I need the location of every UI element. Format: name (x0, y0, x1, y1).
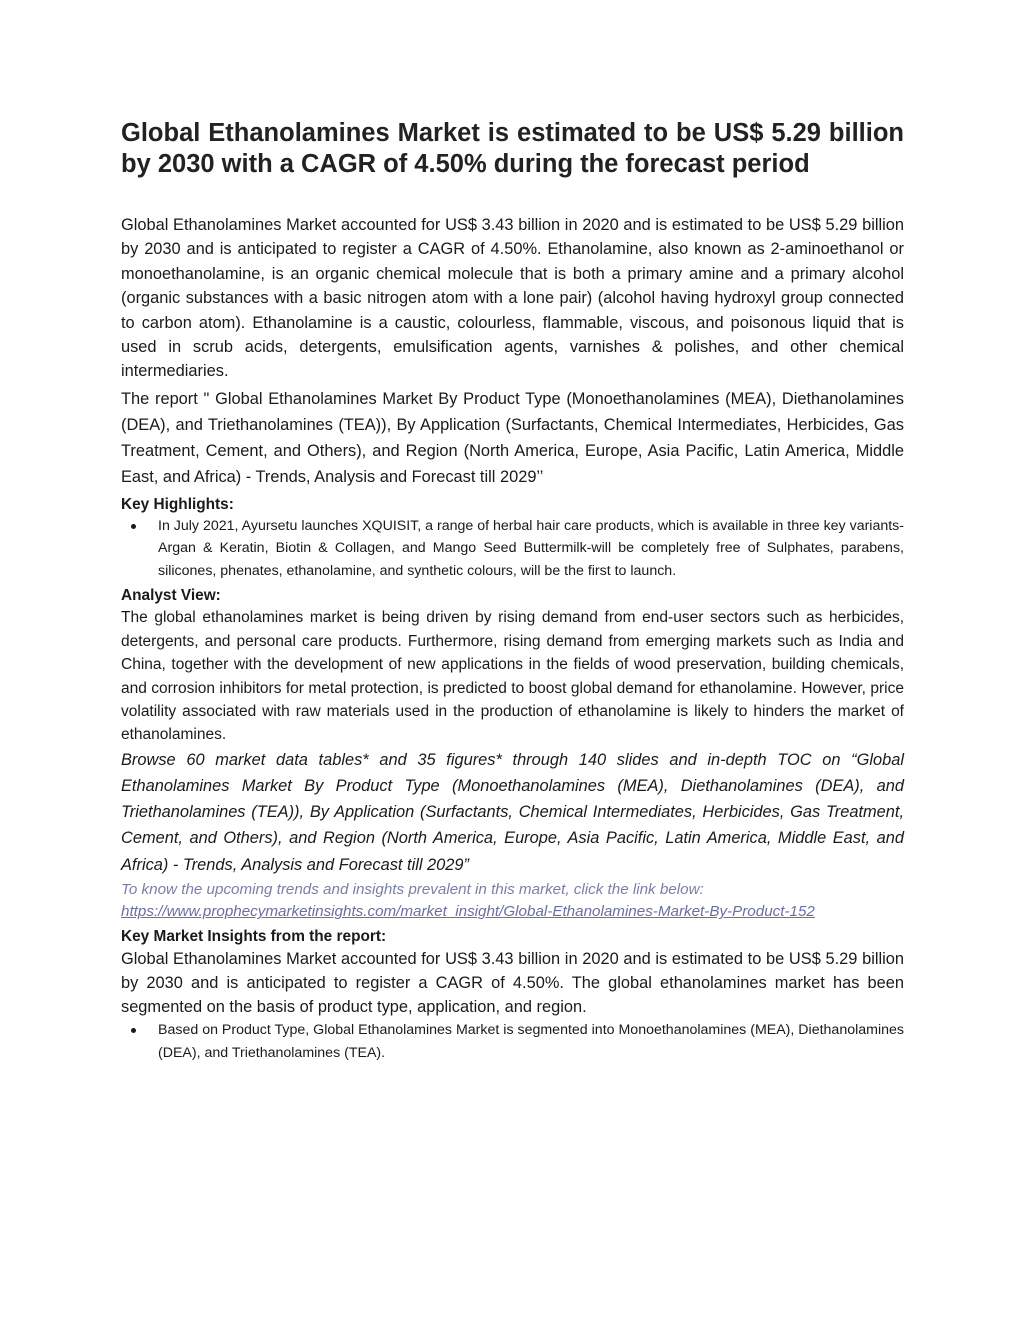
report-link[interactable]: https://www.prophecymarketinsights.com/market_insight/Global-Ethanolamines-Market-By-Product-152 (121, 903, 815, 921)
document-page (121, 118, 904, 1065)
list-item: Based on Product Type, Global Ethanolamines Market is segmented into Monoethanolamines (MEA), Diethanolamines (DEA), and Triethanolamines (TEA). (121, 1019, 904, 1064)
browse-paragraph: Browse 60 market data tables* and 35 figures* through 140 slides and in-depth TOC on “Global Ethanolamines Market By Product Type (Monoethanolamines (MEA), Diethanolamines (DEA), and Triethanolamines (TEA)), By Application (Surfactants, Chemical Intermediates, Herbicides, Gas Treatment, Cement, and Others), and Region (North America, Europe, Asia Pacific, Latin America, Middle East, and Africa) - Trends, Analysis and Forecast till 2029” (121, 750, 904, 874)
key-highlights-list (121, 515, 904, 583)
list-item: In July 2021, Ayursetu launches XQUISIT, a range of herbal hair care products, which is available in three key variants-Argan & Keratin, Biotin & Collagen, and Mango Seed Buttermilk-will be completely free of Sulphates, parabens, silicones, phenates, ethanolamine, and synthetic colours, will be the first to launch. (121, 515, 904, 583)
report-title-paragraph: The report " Global Ethanolamines Market By Product Type (Monoethanolamines (MEA), Diethanolamines (DEA), and Triethanolamines (TEA)), By Application (Surfactants, Chemical Intermediates, Herbicides, Gas Treatment, Cement, and Others), and Region (North America, Europe, Asia Pacific, Latin America, Middle East, and Africa) - Trends, Analysis and Forecast till 2029’’ (121, 389, 904, 487)
analyst-view-heading: Analyst View: (121, 587, 221, 605)
analyst-view-paragraph: The global ethanolamines market is being driven by rising demand from end-user sectors such as herbicides, detergents, and personal care products. Furthermore, rising demand from emerging markets such as India and China, together with the development of new applications in the fields of wood preservation, building chemicals, and corrosion inhibitors for metal protection, is predicted to boost global demand for ethanolamine. However, price volatility associated with raw materials used in the production of ethanolamine is likely to hinders the market of ethanolamines. (121, 609, 904, 744)
intro-paragraph: Global Ethanolamines Market accounted for US$ 3.43 billion in 2020 and is estimated to be US$ 5.29 billion by 2030 and is anticipated to register a CAGR of 4.50%. Ethanolamine, also known as 2-aminoethanol or monoethanolamine, is an organic chemical molecule that is both a primary amine and a primary alcohol (organic substances with a basic nitrogen atom with a lone pair) (alcohol having hydroxyl group connected to carbon atom). Ethanolamine is a caustic, colourless, flammable, viscous, and poisonous liquid that is used in scrub acids, detergents, emulsification agents, varnishes & polishes, and other chemical intermediaries. (121, 216, 904, 381)
key-insights-heading: Key Market Insights from the report: (121, 928, 387, 946)
key-insights-paragraph: Global Ethanolamines Market accounted for US$ 3.43 billion in 2020 and is estimated to be US$ 5.29 billion by 2030 and is anticipated to register a CAGR of 4.50%. The global ethanolamines market has been segmented on the basis of product type, application, and region. (121, 950, 904, 1017)
key-insights-list (121, 1019, 904, 1064)
document-title: Global Ethanolamines Market is estimated to be US$ 5.29 billion by 2030 with a CAGR of 4.50% during the forecast period (121, 119, 904, 178)
promo-text: To know the upcoming trends and insights prevalent in this market, click the link below: (121, 880, 704, 898)
key-highlights-heading: Key Highlights: (121, 495, 234, 513)
